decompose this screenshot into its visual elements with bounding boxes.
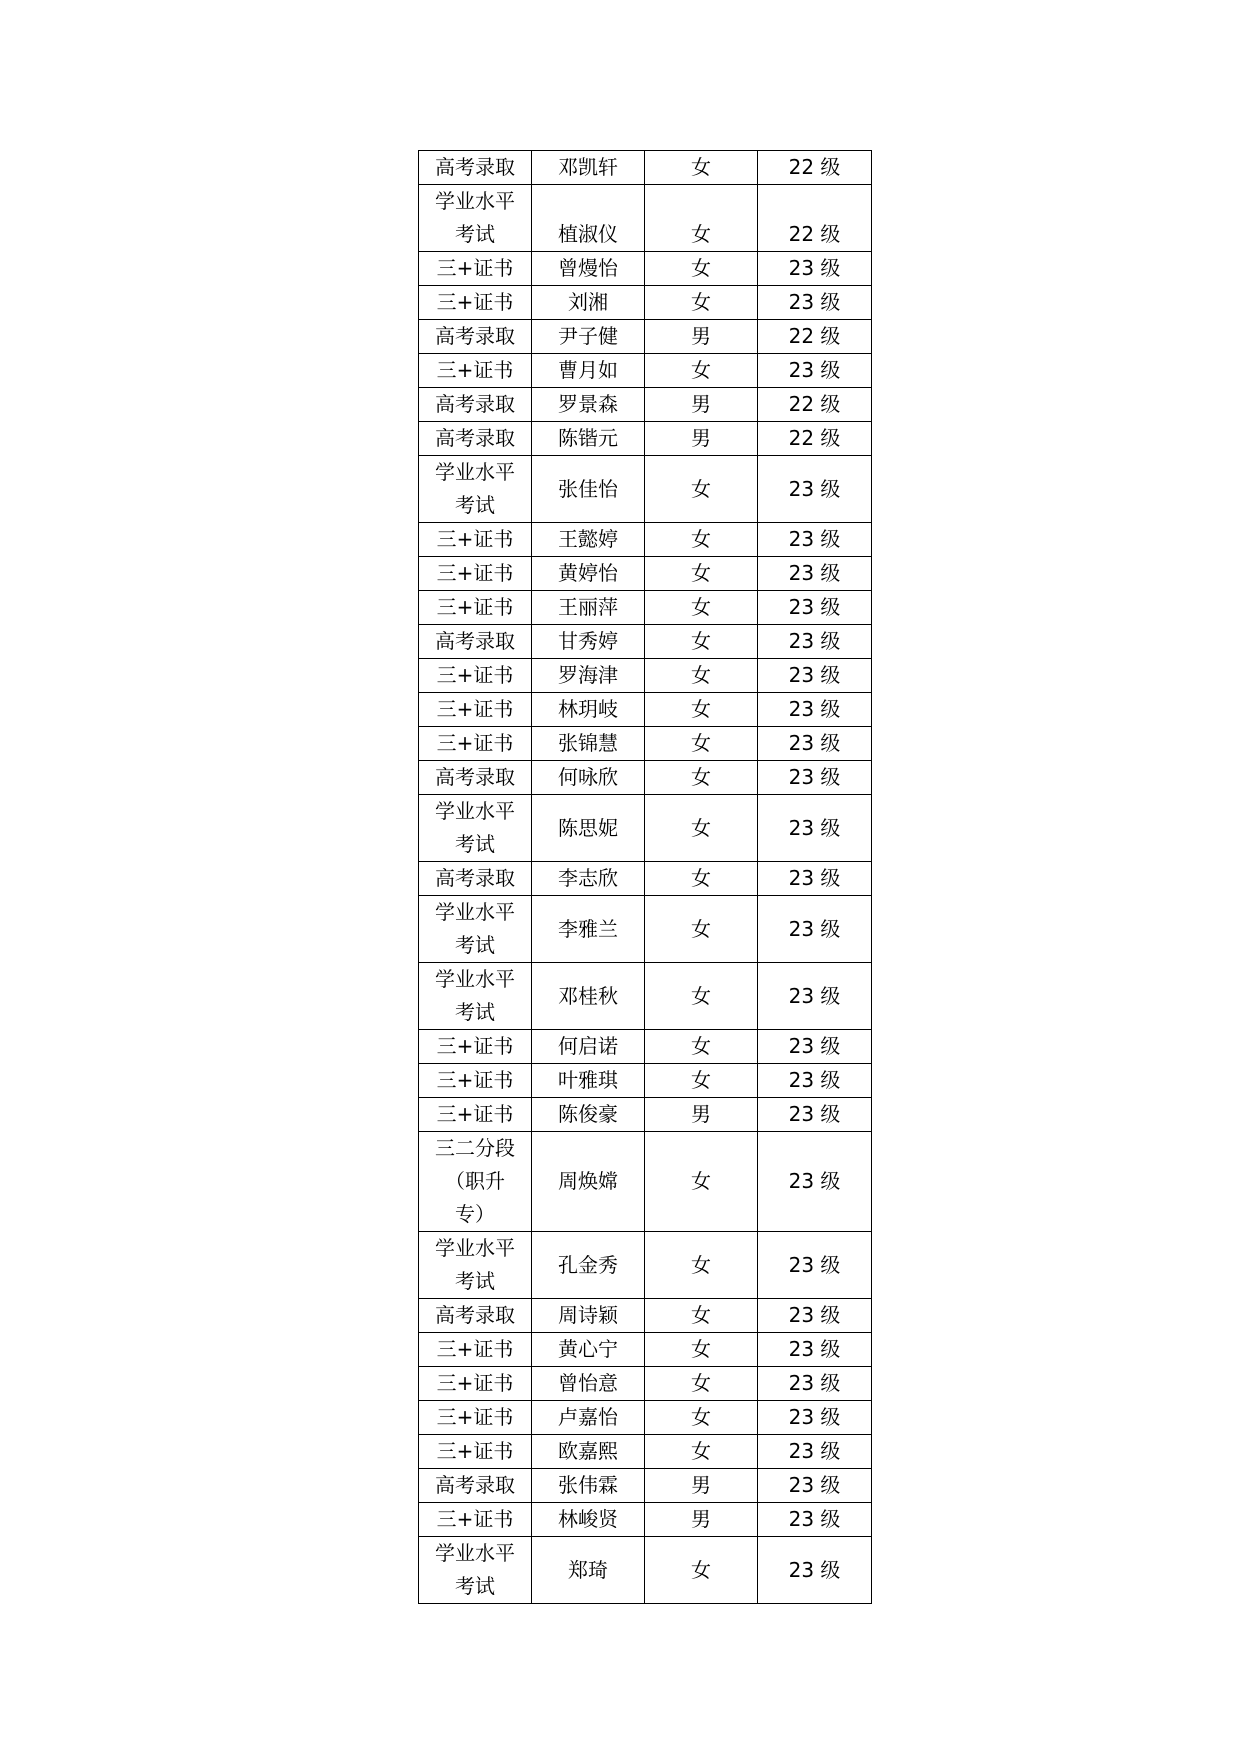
table-row xyxy=(419,1299,872,1333)
gender-cell: 女 xyxy=(645,727,758,761)
gender-cell: 女 xyxy=(645,252,758,286)
student-name-cell: 甘秀婷 xyxy=(532,625,645,659)
grade-year-cell: 23 级 xyxy=(758,1299,872,1333)
gender-cell: 女 xyxy=(645,456,758,523)
table-row xyxy=(419,1098,872,1132)
gender-cell: 女 xyxy=(645,795,758,862)
admission-type-cell: 三+证书 xyxy=(419,1098,532,1132)
student-name-cell: 尹子健 xyxy=(532,320,645,354)
gender-cell: 女 xyxy=(645,1132,758,1232)
grade-year-cell: 23 级 xyxy=(758,963,872,1030)
grade-year-cell: 23 级 xyxy=(758,1064,872,1098)
table-row xyxy=(419,963,872,1030)
gender-cell: 女 xyxy=(645,896,758,963)
gender-cell: 女 xyxy=(645,862,758,896)
grade-year-cell: 23 级 xyxy=(758,659,872,693)
table-row xyxy=(419,761,872,795)
student-name-cell: 欧嘉熙 xyxy=(532,1435,645,1469)
admission-type-cell: 学业水平考试 xyxy=(419,456,532,523)
gender-cell: 男 xyxy=(645,1098,758,1132)
admission-type-cell: 三+证书 xyxy=(419,354,532,388)
student-name-cell: 张锦慧 xyxy=(532,727,645,761)
gender-cell: 女 xyxy=(645,963,758,1030)
student-name-cell: 植淑仪 xyxy=(532,185,645,252)
table-row xyxy=(419,1064,872,1098)
admission-type-cell: 学业水平考试 xyxy=(419,896,532,963)
table-row xyxy=(419,456,872,523)
admission-type-cell: 高考录取 xyxy=(419,1299,532,1333)
table-row xyxy=(419,1232,872,1299)
admission-type-cell: 三+证书 xyxy=(419,252,532,286)
student-name-cell: 邓桂秋 xyxy=(532,963,645,1030)
admission-type-cell: 三+证书 xyxy=(419,1333,532,1367)
admission-type-cell: 高考录取 xyxy=(419,388,532,422)
grade-year-cell: 23 级 xyxy=(758,252,872,286)
admission-type-cell: 三+证书 xyxy=(419,1030,532,1064)
gender-cell: 男 xyxy=(645,388,758,422)
admission-type-cell: 学业水平考试 xyxy=(419,963,532,1030)
table-row xyxy=(419,1503,872,1537)
student-name-cell: 王丽萍 xyxy=(532,591,645,625)
gender-cell: 男 xyxy=(645,320,758,354)
grade-year-cell: 23 级 xyxy=(758,1537,872,1604)
grade-year-cell: 23 级 xyxy=(758,286,872,320)
table-row xyxy=(419,1469,872,1503)
gender-cell: 男 xyxy=(645,422,758,456)
admission-type-cell: 高考录取 xyxy=(419,151,532,185)
table-row xyxy=(419,320,872,354)
admission-type-cell: 高考录取 xyxy=(419,1469,532,1503)
student-name-cell: 陈锴元 xyxy=(532,422,645,456)
student-name-cell: 卢嘉怡 xyxy=(532,1401,645,1435)
gender-cell: 女 xyxy=(645,625,758,659)
gender-cell: 女 xyxy=(645,1401,758,1435)
table-row xyxy=(419,1030,872,1064)
student-name-cell: 曹月如 xyxy=(532,354,645,388)
grade-year-cell: 23 级 xyxy=(758,795,872,862)
student-name-cell: 张佳怡 xyxy=(532,456,645,523)
grade-year-cell: 23 级 xyxy=(758,1132,872,1232)
student-name-cell: 叶雅琪 xyxy=(532,1064,645,1098)
grade-year-cell: 23 级 xyxy=(758,896,872,963)
admission-type-cell: 三+证书 xyxy=(419,1401,532,1435)
grade-year-cell: 23 级 xyxy=(758,456,872,523)
gender-cell: 女 xyxy=(645,1367,758,1401)
gender-cell: 女 xyxy=(645,659,758,693)
grade-year-cell: 23 级 xyxy=(758,354,872,388)
table-row xyxy=(419,1435,872,1469)
grade-year-cell: 23 级 xyxy=(758,591,872,625)
table-row xyxy=(419,422,872,456)
grade-year-cell: 22 级 xyxy=(758,320,872,354)
grade-year-cell: 22 级 xyxy=(758,388,872,422)
gender-cell: 女 xyxy=(645,354,758,388)
table-row xyxy=(419,693,872,727)
admission-type-cell: 三+证书 xyxy=(419,1435,532,1469)
admission-type-cell: 高考录取 xyxy=(419,422,532,456)
admission-type-cell: 高考录取 xyxy=(419,320,532,354)
gender-cell: 女 xyxy=(645,151,758,185)
gender-cell: 女 xyxy=(645,761,758,795)
student-name-cell: 周诗颖 xyxy=(532,1299,645,1333)
gender-cell: 女 xyxy=(645,693,758,727)
table-row xyxy=(419,896,872,963)
table-row xyxy=(419,1333,872,1367)
grade-year-cell: 22 级 xyxy=(758,422,872,456)
admission-type-cell: 学业水平考试 xyxy=(419,1232,532,1299)
admission-type-cell: 高考录取 xyxy=(419,862,532,896)
admission-type-cell: 高考录取 xyxy=(419,625,532,659)
grade-year-cell: 23 级 xyxy=(758,1367,872,1401)
table-row xyxy=(419,1401,872,1435)
admission-type-cell: 三+证书 xyxy=(419,727,532,761)
admission-type-cell: 三+证书 xyxy=(419,1064,532,1098)
grade-year-cell: 23 级 xyxy=(758,727,872,761)
table-row xyxy=(419,1537,872,1604)
admission-type-cell: 三+证书 xyxy=(419,693,532,727)
student-name-cell: 黄心宁 xyxy=(532,1333,645,1367)
student-name-cell: 罗海津 xyxy=(532,659,645,693)
gender-cell: 女 xyxy=(645,1333,758,1367)
table-row xyxy=(419,1132,872,1232)
admission-type-cell: 学业水平考试 xyxy=(419,1537,532,1604)
admission-type-cell: 三+证书 xyxy=(419,659,532,693)
student-name-cell: 王懿婷 xyxy=(532,523,645,557)
student-name-cell: 罗景森 xyxy=(532,388,645,422)
table-row xyxy=(419,523,872,557)
student-name-cell: 林玥岐 xyxy=(532,693,645,727)
gender-cell: 女 xyxy=(645,523,758,557)
admission-type-cell: 三+证书 xyxy=(419,1367,532,1401)
table-row xyxy=(419,862,872,896)
gender-cell: 女 xyxy=(645,591,758,625)
table-row xyxy=(419,591,872,625)
gender-cell: 女 xyxy=(645,1064,758,1098)
student-name-cell: 李志欣 xyxy=(532,862,645,896)
grade-year-cell: 23 级 xyxy=(758,1435,872,1469)
grade-year-cell: 23 级 xyxy=(758,1030,872,1064)
gender-cell: 女 xyxy=(645,1232,758,1299)
gender-cell: 女 xyxy=(645,1435,758,1469)
grade-year-cell: 23 级 xyxy=(758,523,872,557)
table-row xyxy=(419,151,872,185)
grade-year-cell: 23 级 xyxy=(758,761,872,795)
student-name-cell: 曾怡意 xyxy=(532,1367,645,1401)
grade-year-cell: 23 级 xyxy=(758,1333,872,1367)
grade-year-cell: 23 级 xyxy=(758,1098,872,1132)
student-name-cell: 刘湘 xyxy=(532,286,645,320)
student-name-cell: 陈俊豪 xyxy=(532,1098,645,1132)
student-name-cell: 周焕嫦 xyxy=(532,1132,645,1232)
grade-year-cell: 23 级 xyxy=(758,1232,872,1299)
admission-type-cell: 高考录取 xyxy=(419,761,532,795)
grade-year-cell: 23 级 xyxy=(758,862,872,896)
table-row xyxy=(419,659,872,693)
admission-type-cell: 学业水平考试 xyxy=(419,185,532,252)
gender-cell: 女 xyxy=(645,1030,758,1064)
grade-year-cell: 23 级 xyxy=(758,1469,872,1503)
admission-type-cell: 三+证书 xyxy=(419,286,532,320)
student-name-cell: 孔金秀 xyxy=(532,1232,645,1299)
student-name-cell: 黄婷怡 xyxy=(532,557,645,591)
table-row xyxy=(419,625,872,659)
gender-cell: 女 xyxy=(645,185,758,252)
student-name-cell: 曾熳怡 xyxy=(532,252,645,286)
table-row xyxy=(419,795,872,862)
grade-year-cell: 23 级 xyxy=(758,693,872,727)
table-row xyxy=(419,388,872,422)
grade-year-cell: 23 级 xyxy=(758,557,872,591)
student-name-cell: 张伟霖 xyxy=(532,1469,645,1503)
table-row xyxy=(419,185,872,252)
table-row xyxy=(419,1367,872,1401)
student-name-cell: 郑琦 xyxy=(532,1537,645,1604)
grade-year-cell: 23 级 xyxy=(758,625,872,659)
grade-year-cell: 23 级 xyxy=(758,1401,872,1435)
gender-cell: 男 xyxy=(645,1469,758,1503)
gender-cell: 女 xyxy=(645,557,758,591)
gender-cell: 女 xyxy=(645,286,758,320)
student-name-cell: 李雅兰 xyxy=(532,896,645,963)
student-name-cell: 何咏欣 xyxy=(532,761,645,795)
student-name-cell: 林峻贤 xyxy=(532,1503,645,1537)
admission-type-cell: 三+证书 xyxy=(419,557,532,591)
admission-type-cell: 三+证书 xyxy=(419,1503,532,1537)
table-row xyxy=(419,727,872,761)
table-row xyxy=(419,557,872,591)
student-roster-table xyxy=(418,150,872,1604)
table-row xyxy=(419,354,872,388)
table-row xyxy=(419,252,872,286)
student-name-cell: 邓凯轩 xyxy=(532,151,645,185)
student-name-cell: 何启诺 xyxy=(532,1030,645,1064)
admission-type-cell: 学业水平考试 xyxy=(419,795,532,862)
gender-cell: 女 xyxy=(645,1299,758,1333)
gender-cell: 男 xyxy=(645,1503,758,1537)
student-name-cell: 陈思妮 xyxy=(532,795,645,862)
table-row xyxy=(419,286,872,320)
admission-type-cell: 三+证书 xyxy=(419,591,532,625)
grade-year-cell: 23 级 xyxy=(758,1503,872,1537)
roster-table-body xyxy=(419,151,872,1604)
grade-year-cell: 22 级 xyxy=(758,151,872,185)
gender-cell: 女 xyxy=(645,1537,758,1604)
grade-year-cell: 22 级 xyxy=(758,185,872,252)
admission-type-cell: 三+证书 xyxy=(419,523,532,557)
admission-type-cell: 三二分段（职升专） xyxy=(419,1132,532,1232)
